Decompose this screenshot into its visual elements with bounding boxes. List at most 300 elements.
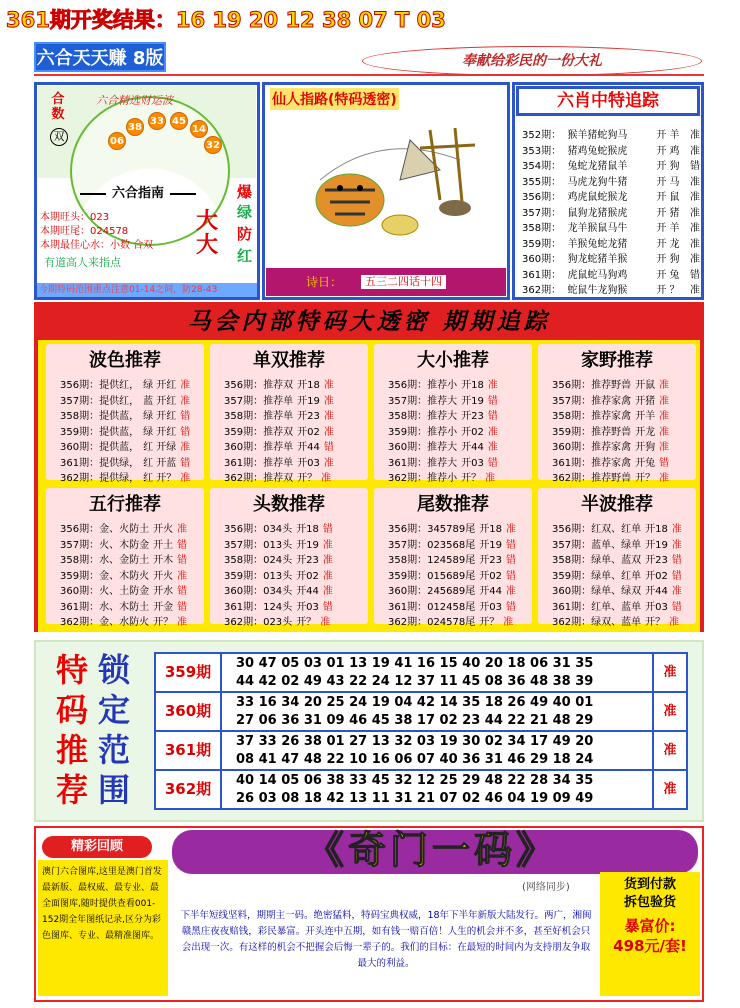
row-pick: 359期：绿单、红单 bbox=[552, 570, 642, 582]
offer-line: 拆包验货 bbox=[623, 895, 676, 910]
row-open: 开44 bbox=[296, 586, 319, 597]
row-pick: 357期：推荐单 bbox=[224, 395, 294, 407]
lock-char: 锁 bbox=[98, 651, 131, 689]
row-open: 开18 bbox=[645, 524, 668, 535]
row-open: 开 鸡 bbox=[656, 145, 680, 157]
row-open: 开44 bbox=[479, 586, 502, 597]
row-pick: 359期：提供蓝， bbox=[60, 426, 140, 438]
row-result: 准 bbox=[180, 380, 191, 391]
row-pick: 357期：023568尾 bbox=[388, 539, 476, 551]
row-result: 准 bbox=[322, 570, 333, 582]
poem-label: 诗日： bbox=[306, 275, 343, 289]
row-open: 开？ bbox=[461, 473, 482, 484]
row-open: 开23 bbox=[645, 555, 668, 566]
row-result: 准 bbox=[659, 442, 670, 453]
card-row bbox=[224, 551, 370, 566]
card-row bbox=[60, 407, 206, 422]
lock-char: 特 bbox=[56, 651, 89, 689]
row-result: 错 bbox=[177, 601, 188, 613]
row-pick: 360期：245689尾 bbox=[388, 586, 476, 597]
card-row bbox=[224, 438, 370, 453]
row-result: 错 bbox=[322, 524, 333, 535]
card-row bbox=[388, 567, 534, 582]
card-row bbox=[224, 469, 370, 484]
row-result: 错 bbox=[671, 555, 682, 566]
lock-char: 定 bbox=[98, 691, 131, 729]
row-animals: 羊猴兔蛇龙猪 bbox=[567, 238, 628, 250]
row-result: 准 bbox=[323, 411, 334, 422]
offer-line: 货到付款 bbox=[623, 877, 676, 892]
lock-row bbox=[156, 732, 686, 771]
card-row bbox=[60, 613, 206, 628]
row-open: 开23 bbox=[479, 555, 502, 566]
row-open: 开44 bbox=[645, 586, 668, 597]
card-row bbox=[60, 520, 206, 535]
row-result: 准 bbox=[485, 473, 496, 484]
ball-5: 14 bbox=[190, 120, 208, 138]
row-open: 开？ bbox=[635, 473, 656, 484]
row-open: 开 狗 bbox=[656, 254, 680, 265]
card-row bbox=[552, 454, 698, 469]
row-open: 开23 bbox=[461, 411, 484, 422]
card-row bbox=[552, 598, 698, 613]
row-open: 开鼠 bbox=[635, 380, 656, 391]
row-pick: 357期：013头 bbox=[224, 539, 293, 551]
row-result: 准 bbox=[487, 426, 498, 438]
row-open: 开44 bbox=[461, 442, 484, 453]
card-row bbox=[552, 376, 698, 391]
card-title: 尾数推荐 bbox=[417, 494, 489, 515]
row-pick: 358期：124589尾 bbox=[388, 555, 476, 566]
row-open: 红 开绿 bbox=[143, 442, 177, 453]
row-open: 开 鼠 bbox=[656, 192, 680, 203]
card-title: 头数推荐 bbox=[253, 494, 325, 515]
heshu-label: 合数 bbox=[51, 92, 65, 122]
row-result: 准 bbox=[487, 442, 498, 453]
card-row bbox=[388, 551, 534, 566]
row-animals: 猴羊猪蛇狗马 bbox=[567, 130, 628, 141]
row-open: 绿 开红 bbox=[143, 426, 177, 438]
card-row bbox=[60, 598, 206, 613]
row-open: 开 猪 bbox=[656, 207, 680, 219]
row-pick: 361期：推荐家禽 bbox=[552, 457, 632, 469]
card-title: 大小推荐 bbox=[417, 350, 489, 371]
side-hong: 红 bbox=[235, 248, 253, 264]
recommend-card bbox=[46, 488, 204, 628]
row-open: 开19 bbox=[479, 539, 502, 551]
card-title: 五行推荐 bbox=[89, 494, 161, 515]
row-pick: 362期：024578尾 bbox=[388, 617, 476, 628]
row-pick: 357期：推荐家禽 bbox=[552, 395, 632, 407]
card-row bbox=[60, 454, 206, 469]
guide-title: 六合指南 bbox=[60, 182, 216, 201]
result-heading: 361期开奖结果：16 19 20 12 38 07 T 03 bbox=[6, 8, 446, 32]
row-pick: 362期：推荐野兽 bbox=[552, 473, 632, 484]
brand-label: 六合天天赚 8版 bbox=[34, 42, 166, 72]
row-result: 错 bbox=[506, 570, 516, 582]
lock-numbers: 08 41 47 48 22 10 16 06 07 40 36 31 46 29 18 24 bbox=[236, 752, 594, 767]
lock-result: 准 bbox=[652, 654, 686, 691]
liuxiao-row bbox=[522, 235, 700, 250]
lock-numbers: 44 42 02 49 43 22 24 12 37 11 45 08 36 48 38 39 bbox=[236, 674, 594, 689]
liuxiao-row bbox=[522, 188, 700, 203]
row-result: 错 bbox=[659, 457, 670, 469]
row-open: 开木 bbox=[153, 555, 174, 566]
row-open: 开03 bbox=[297, 457, 320, 469]
row-result: 准 bbox=[690, 130, 700, 141]
lock-char: 码 bbox=[56, 691, 89, 729]
liuxiao-row bbox=[522, 157, 700, 172]
row-pick: 356期：推荐双 bbox=[224, 380, 294, 391]
row-result: 准 bbox=[690, 254, 700, 265]
lock-numbers: 26 03 08 18 42 13 11 31 21 07 02 46 04 19 09 49 bbox=[236, 791, 594, 806]
row-pick: 358期：提供蓝， bbox=[60, 411, 140, 422]
row-open: 红 开？ bbox=[143, 473, 177, 484]
price-text bbox=[604, 916, 696, 956]
row-pick: 359期：金、木防火 bbox=[60, 570, 150, 582]
slogan: 奉献给彩民的一份大礼 bbox=[362, 46, 702, 76]
row-animals: 马虎龙狗牛猪 bbox=[567, 176, 628, 188]
row-result: 错 bbox=[322, 601, 333, 613]
row-animals: 狗龙蛇猪羊猴 bbox=[567, 254, 628, 265]
row-result: 准 bbox=[659, 426, 670, 438]
row-result: 准 bbox=[321, 473, 332, 484]
review-text: 澳门六合图库,这里是澳门首发最新版、最权威、最专业、最全面图库,随时提供查看001-152期全年图纸记录,区分为彩色图库、专业、最精准图库。 bbox=[38, 860, 168, 996]
row-result: 准 bbox=[323, 395, 334, 407]
row-pick: 360期：提供蓝， bbox=[60, 442, 140, 453]
recommend-card bbox=[210, 488, 368, 628]
row-result: 准 bbox=[671, 524, 682, 535]
lock-left-label bbox=[56, 650, 88, 810]
liuxiao-row bbox=[522, 266, 700, 281]
lock-numbers: 30 47 05 03 01 13 19 41 16 15 40 20 18 06 31 35 bbox=[236, 656, 594, 671]
row-pick: 359期：推荐小 bbox=[388, 426, 458, 438]
liuxiao-row bbox=[522, 142, 700, 157]
row-pick: 360期：推荐大 bbox=[388, 442, 458, 453]
row-open: 开羊 bbox=[635, 411, 656, 422]
row-result: 准 bbox=[180, 442, 191, 453]
row-result: 错 bbox=[177, 555, 188, 566]
row-animals: 蛇鼠牛龙狗猴 bbox=[567, 285, 628, 296]
row-result: 准 bbox=[323, 426, 334, 438]
card-row bbox=[60, 567, 206, 582]
row-result: 错 bbox=[487, 395, 498, 407]
row-open: 开03 bbox=[296, 601, 319, 613]
row-open: 开龙 bbox=[635, 426, 656, 438]
da-char: 大 bbox=[196, 233, 219, 258]
row-open: 开土 bbox=[153, 539, 174, 551]
row-open: 开23 bbox=[297, 411, 320, 422]
row-pick: 356期：034头 bbox=[224, 524, 293, 535]
card-row bbox=[552, 520, 698, 535]
row-open: 开狗 bbox=[635, 442, 656, 453]
card-title: 家野推荐 bbox=[581, 350, 653, 371]
card-row bbox=[224, 454, 370, 469]
card-row bbox=[60, 536, 206, 551]
row-open: 开 ？ bbox=[656, 285, 680, 296]
row-pick: 362期：023头 bbox=[224, 617, 293, 628]
row-period: 354期： bbox=[522, 161, 562, 172]
card-row bbox=[388, 613, 534, 628]
row-result: 准 bbox=[320, 617, 331, 628]
row-animals: 虎鼠蛇马狗鸡 bbox=[567, 269, 628, 281]
row-open: 开03 bbox=[479, 601, 502, 613]
price-label: 暴富价: bbox=[624, 917, 676, 935]
card-row bbox=[388, 582, 534, 597]
row-result: 准 bbox=[487, 380, 498, 391]
lock-char: 荐 bbox=[56, 771, 89, 809]
heshu-value: 双 bbox=[50, 128, 68, 146]
liuxiao-title: 六肖中特追踪 bbox=[516, 86, 700, 116]
fan-title: 六合精选财运波 bbox=[96, 94, 173, 107]
row-result: 准 bbox=[322, 539, 333, 551]
card-row bbox=[224, 520, 370, 535]
row-pick: 358期：水、金防土 bbox=[60, 555, 150, 566]
card-row bbox=[552, 551, 698, 566]
row-animals: 兔蛇龙猪鼠羊 bbox=[567, 161, 628, 172]
card-row bbox=[224, 613, 370, 628]
row-pick: 362期：绿双、蓝单 bbox=[552, 617, 642, 628]
row-result: 准 bbox=[690, 192, 700, 203]
row-open: 开19 bbox=[297, 395, 320, 407]
row-pick: 357期：提供红， bbox=[60, 395, 140, 407]
row-open: 开03 bbox=[461, 457, 484, 469]
row-pick: 356期：345789尾 bbox=[388, 524, 476, 535]
card-row bbox=[60, 438, 206, 453]
card-row bbox=[224, 407, 370, 422]
card-row bbox=[388, 469, 534, 484]
row-period: 355期： bbox=[522, 176, 562, 188]
row-pick: 361期：红单、蓝单 bbox=[552, 601, 642, 613]
ball-2: 38 bbox=[126, 118, 144, 136]
row-open: 开水 bbox=[153, 586, 174, 597]
xianren-title: 仙人指路(特码透密) bbox=[270, 88, 399, 110]
row-pick: 359期：推荐野兽 bbox=[552, 426, 632, 438]
lock-right-label bbox=[98, 650, 130, 810]
card-row bbox=[552, 438, 698, 453]
row-pick: 358期：绿单、蓝双 bbox=[552, 555, 642, 566]
row-period: 361期： bbox=[522, 269, 562, 281]
recommend-title: 马会内部特码大透密 期期追踪 bbox=[187, 308, 551, 335]
row-period: 359期： bbox=[522, 238, 562, 250]
row-result: 准 bbox=[323, 457, 334, 469]
offer-text bbox=[604, 876, 696, 912]
row-result: 错 bbox=[506, 601, 516, 613]
row-result: 错 bbox=[177, 539, 188, 551]
row-result: 准 bbox=[690, 285, 700, 296]
card-row bbox=[224, 598, 370, 613]
row-result: 错 bbox=[506, 555, 516, 566]
row-pick: 356期：金、火防土 bbox=[60, 524, 150, 535]
row-result: 准 bbox=[659, 411, 670, 422]
row-result: 准 bbox=[690, 238, 700, 250]
lock-row bbox=[156, 693, 686, 732]
lock-numbers: 40 14 05 06 38 33 45 32 12 25 29 48 22 28 34 35 bbox=[236, 773, 594, 788]
guide-line: 本期最佳心水：小数 合双 bbox=[40, 240, 154, 251]
qimen-title: 《奇门一码》 bbox=[305, 827, 558, 872]
row-result: 错 bbox=[690, 161, 700, 172]
row-pick: 361期：012458尾 bbox=[388, 601, 476, 613]
price-value: 498元/套! bbox=[613, 937, 687, 955]
row-pick: 361期：推荐大 bbox=[388, 457, 458, 469]
row-period: 358期： bbox=[522, 223, 562, 234]
row-result: 错 bbox=[180, 457, 191, 469]
row-pick: 358期：推荐家禽 bbox=[552, 411, 632, 422]
poem-text: 五三二四话十四 bbox=[360, 274, 447, 290]
row-pick: 359期：推荐双 bbox=[224, 426, 294, 438]
row-result: 错 bbox=[180, 426, 191, 438]
row-result: 错 bbox=[180, 411, 191, 422]
recommend-card bbox=[374, 344, 532, 484]
row-period: 360期： bbox=[522, 254, 562, 265]
row-animals: 龙羊猴鼠马牛 bbox=[567, 223, 628, 234]
side-fang: 防 bbox=[235, 226, 253, 242]
ball-1: 06 bbox=[108, 132, 126, 150]
card-row bbox=[552, 613, 698, 628]
row-result: 准 bbox=[180, 395, 191, 407]
lock-char: 推 bbox=[56, 731, 89, 769]
card-row bbox=[60, 551, 206, 566]
card-row bbox=[388, 536, 534, 551]
row-result: 准 bbox=[690, 176, 700, 188]
recommend-card bbox=[538, 488, 696, 628]
row-open: 开？ bbox=[479, 617, 500, 628]
row-result: 准 bbox=[669, 617, 680, 628]
lock-result: 准 bbox=[652, 732, 686, 769]
row-result: 准 bbox=[177, 524, 188, 535]
lock-numbers: 27 06 36 31 09 46 45 38 17 02 23 44 22 21 48 29 bbox=[236, 713, 594, 728]
row-pick: 357期：火、木防金 bbox=[60, 539, 150, 551]
row-period: 362期： bbox=[522, 285, 562, 296]
row-open: 蓝 开红 bbox=[143, 395, 177, 407]
row-pick: 356期：红双、红单 bbox=[552, 524, 642, 535]
guide-line: 本期旺头：023 bbox=[40, 212, 110, 223]
lock-period: 361期 bbox=[156, 732, 222, 769]
row-result: 准 bbox=[659, 395, 670, 407]
row-result: 准 bbox=[659, 380, 670, 391]
liuxiao-row bbox=[522, 219, 700, 234]
row-pick: 359期：015689尾 bbox=[388, 570, 476, 582]
card-title: 单双推荐 bbox=[253, 350, 325, 371]
row-result: 准 bbox=[323, 380, 334, 391]
lock-period: 362期 bbox=[156, 771, 222, 808]
row-result: 准 bbox=[690, 207, 700, 219]
row-open: 开23 bbox=[296, 555, 319, 566]
row-pick: 361期：水、木防土 bbox=[60, 601, 150, 613]
ball-6: 32 bbox=[204, 136, 222, 154]
row-open: 开44 bbox=[297, 442, 320, 453]
row-open: 开18 bbox=[297, 380, 320, 391]
liuxiao-row bbox=[522, 281, 700, 296]
row-period: 357期： bbox=[522, 207, 562, 219]
liuxiao-row bbox=[522, 173, 700, 188]
row-result: 错 bbox=[177, 586, 188, 597]
row-animals: 鸡虎鼠蛇猴龙 bbox=[567, 192, 628, 203]
row-open: 开18 bbox=[296, 524, 319, 535]
guide-line: 本期旺尾：024578 bbox=[40, 226, 129, 237]
row-result: 准 bbox=[659, 473, 670, 484]
card-row bbox=[60, 376, 206, 391]
card-row bbox=[60, 423, 206, 438]
card-row bbox=[388, 392, 534, 407]
row-open: 开 马 bbox=[656, 176, 680, 188]
row-pick: 358期：推荐单 bbox=[224, 411, 294, 422]
da-char: 大 bbox=[196, 209, 219, 234]
card-row bbox=[60, 582, 206, 597]
recommend-card bbox=[374, 488, 532, 628]
row-open: 开02 bbox=[645, 570, 668, 582]
liuxiao-row bbox=[522, 204, 700, 219]
row-open: 开19 bbox=[296, 539, 319, 551]
row-open: 绿 开红 bbox=[143, 380, 177, 391]
row-open: 开？ bbox=[297, 473, 318, 484]
lock-table bbox=[154, 652, 688, 810]
qimen-body: 下半年短线坚料，期期主一码。绝密猛料，特码宝典权威，18年下半年新版大陆发行。两广，湘闽赣黑庄夜夜赔钱，彩民暴富。开头连中五期，如有钱一赔百倍！人生的机会并不多，甚至好机会只会出现一次。有这样的机会不把握会后悔一辈子的。我们的目标：在最短的时间内为支持朋友争取最大的利益。 bbox=[180, 910, 592, 969]
row-result: 错 bbox=[487, 411, 498, 422]
row-pick: 360期：推荐单 bbox=[224, 442, 294, 453]
row-open: 开 羊 bbox=[656, 130, 680, 141]
liuxiao-row bbox=[522, 126, 700, 141]
guide-note: 有道高人来指点 bbox=[44, 256, 121, 269]
row-result: 准 bbox=[177, 570, 188, 582]
recommend-card bbox=[210, 344, 368, 484]
row-result: 准 bbox=[671, 586, 682, 597]
row-result: 准 bbox=[177, 617, 188, 628]
lock-char: 范 bbox=[98, 731, 131, 769]
row-pick: 362期：提供绿， bbox=[60, 473, 140, 484]
review-title: 精彩回顾 bbox=[42, 836, 152, 858]
row-open: 开18 bbox=[461, 380, 484, 391]
lock-result: 准 bbox=[652, 693, 686, 730]
row-result: 准 bbox=[690, 223, 700, 234]
row-open: 开？ bbox=[645, 617, 666, 628]
row-open: 开02 bbox=[479, 570, 502, 582]
card-row bbox=[224, 567, 370, 582]
row-pick: 356期：提供红， bbox=[60, 380, 140, 391]
recommend-card bbox=[538, 344, 696, 484]
row-pick: 358期：推荐大 bbox=[388, 411, 458, 422]
row-open: 开03 bbox=[645, 601, 668, 613]
row-result: 错 bbox=[671, 601, 682, 613]
card-row bbox=[388, 598, 534, 613]
lock-char: 围 bbox=[98, 771, 131, 809]
row-pick: 360期：034头 bbox=[224, 586, 293, 597]
card-row bbox=[388, 376, 534, 391]
card-row bbox=[388, 454, 534, 469]
row-period: 353期： bbox=[522, 145, 562, 157]
row-period: 352期： bbox=[522, 130, 562, 141]
side-bao: 爆 bbox=[235, 184, 253, 200]
row-open: 开02 bbox=[296, 570, 319, 582]
card-row bbox=[552, 423, 698, 438]
card-row bbox=[388, 438, 534, 453]
card-row bbox=[552, 536, 698, 551]
row-pick: 360期：火、土防金 bbox=[60, 586, 150, 597]
row-pick: 361期：提供绿， bbox=[60, 457, 140, 469]
row-open: 开 兔 bbox=[656, 269, 680, 281]
recommend-card bbox=[46, 344, 204, 484]
card-row bbox=[552, 392, 698, 407]
card-row bbox=[224, 582, 370, 597]
card-row bbox=[388, 407, 534, 422]
row-result: 准 bbox=[503, 617, 514, 628]
card-title: 半波推荐 bbox=[581, 494, 653, 515]
ball-3: 33 bbox=[148, 112, 166, 130]
row-open: 开？ bbox=[296, 617, 317, 628]
row-open: 开 羊 bbox=[656, 223, 680, 234]
row-pick: 356期：推荐野兽 bbox=[552, 380, 632, 391]
row-result: 准 bbox=[322, 586, 333, 597]
